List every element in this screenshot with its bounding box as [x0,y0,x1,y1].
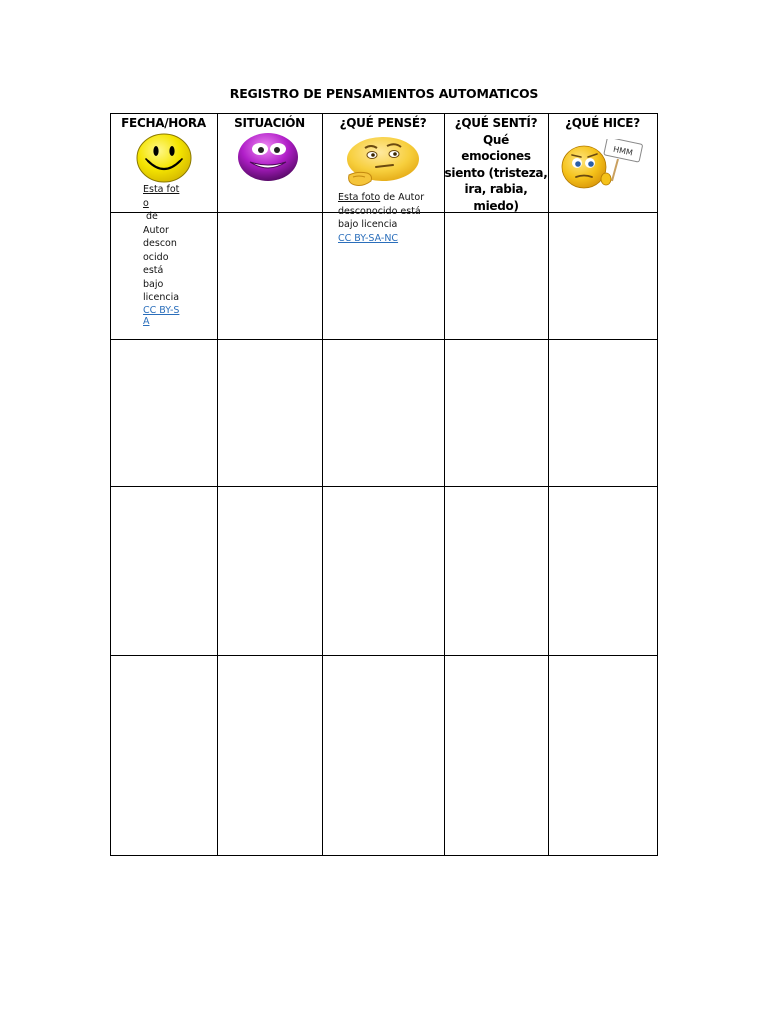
credit-pense-foto-link[interactable]: Esta foto [338,192,381,203]
credit-fecha-line-5: descon [143,238,177,249]
header-situacion: SITUACIÓN [234,116,305,130]
table-border-left [110,113,111,856]
credit-fecha-license-link-2[interactable]: A [143,315,150,327]
col-divider-2 [322,113,323,856]
credit-fecha-line-4: Autor [143,224,169,236]
header-que-senti-line4: siento (tristeza, [444,165,548,180]
header-que-hice: ¿QUÉ HICE? [565,116,640,130]
header-que-senti-line1: ¿QUÉ SENTÍ? [454,116,538,130]
credit-fecha-line-3: de [146,211,158,222]
document-title: REGISTRO DE PENSAMIENTOS AUTOMATICOS [229,86,539,101]
header-que-senti-line3: emociones [461,149,531,163]
credit-fecha-foto-link-2[interactable]: o [143,197,149,209]
header-que-senti-line5: ira, rabia, [464,182,528,196]
table-border-top [110,113,658,114]
thinking-face-icon [343,135,421,191]
row-divider-2 [110,486,658,487]
table-border-right [657,113,658,856]
credit-fecha-line-6: ocido [143,251,169,263]
hmm-sign-face-icon [560,139,646,191]
credit-fecha-license-link-1[interactable]: CC BY-S [143,304,180,316]
col-divider-3 [444,113,445,856]
credit-fecha-line-7: está [143,265,164,276]
header-que-senti-line2: Qué [483,132,509,147]
thought-record-table [110,113,658,856]
credit-pense-line-2: desconocido está [338,205,421,217]
header-que-pense: ¿QUÉ PENSÉ? [339,116,427,130]
hmm-sign-text: HMM [612,144,634,158]
smiley-face-icon [135,132,193,184]
header-que-senti [444,115,548,214]
header-que-senti-line6: miedo) [473,198,519,213]
image-credit-pense [338,191,443,245]
credit-fecha-line-9: licencia [143,292,180,303]
row-divider-1 [110,339,658,340]
credit-fecha-line-8: bajo [143,278,164,290]
col-divider-1 [217,113,218,856]
credit-pense-line-1 [338,191,443,205]
image-credit-fecha [143,183,179,327]
col-divider-4 [548,113,549,856]
credit-pense-line-3: bajo licencia [338,219,398,230]
credit-pense-license-link[interactable]: CC BY-SA-NC [338,232,399,244]
credit-fecha-foto-link-1[interactable]: Esta fot [143,184,180,195]
credit-pense-author: de Autor [380,192,425,203]
table-border-bottom [110,855,658,856]
header-fecha-hora: FECHA/HORA [121,116,206,130]
row-divider-3 [110,655,658,656]
purple-grinning-face-icon [236,132,300,182]
